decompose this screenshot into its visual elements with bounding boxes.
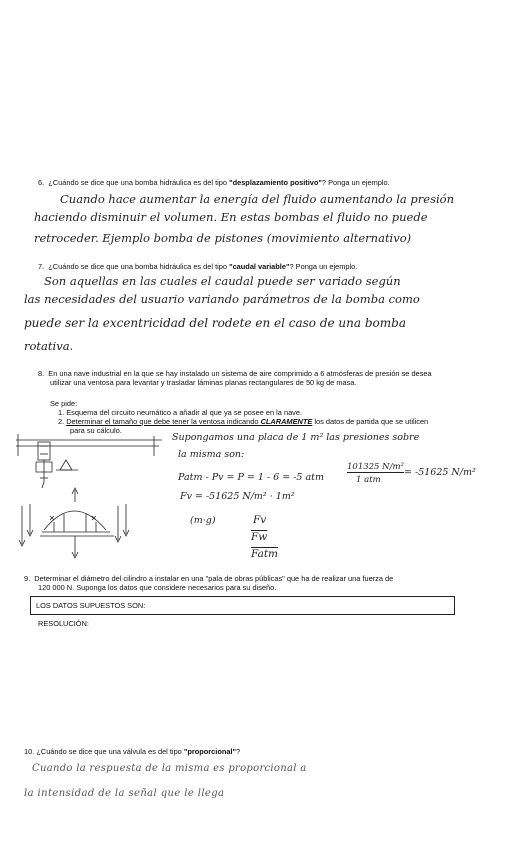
q10-answer-line-1: Cuando la respuesta de la misma es proporcional a	[32, 763, 307, 774]
q8-answer-fv: Fv	[253, 514, 267, 526]
q8-item-1: 1. Esquema del circuito neumático a añadir al que ya se posee en la nave.	[58, 408, 303, 417]
q7-answer-line-4: rotativa.	[24, 339, 74, 353]
q6-answer-line-1: Cuando hace aumentar la energía del fluido aumentando la presión	[60, 192, 455, 206]
q8-item-2: 2. Determinar el tamaño que debe tener la ventosa indicando CLARAMENTE los datos de partida que se utilicen	[58, 417, 429, 426]
question-7: 7. ¿Cuándo se dice que una bomba hidráulica es del tipo "caudal variable"? Ponga un ejemplo.	[38, 262, 358, 271]
q7-answer-line-3: puede ser la excentricidad del rodete en el caso de una bomba	[24, 316, 406, 330]
q6-answer-line-2: haciendo disminuir el volumen. En estas bombas el fluido no puede	[34, 210, 428, 224]
data-assumed-box	[30, 596, 455, 615]
q8-answer-mg: (m·g)	[190, 515, 216, 526]
question-10: 10. ¿Cuándo se dice que una válvula es del tipo "proporcional"?	[24, 747, 241, 756]
q7-answer-line-2: las necesidades del usuario variando parámetros de la bomba como	[24, 292, 420, 306]
q8-answer-fatm: Fatm	[251, 548, 279, 560]
q8-answer-line-3: Patm - Pv = P = 1 - 6 = -5 atm	[178, 472, 324, 483]
q8-item-2-line-2: para su cálculo.	[70, 426, 122, 435]
question-6: 6. ¿Cuándo se dice que una bomba hidráulica es del tipo "desplazamiento positivo"? Ponga un ejemplo.	[38, 178, 390, 187]
q6-answer-line-3: retroceder. Ejemplo bomba de pistones (movimiento alternativo)	[34, 231, 412, 245]
q8-answer-result: = -51625 N/m²	[404, 467, 476, 478]
q8-answer-line-2: la misma son:	[178, 449, 245, 460]
question-8-line-2: utilizar una ventosa para levantar y trasladar láminas planas rectangulares de 50 kg de masa.	[50, 378, 357, 387]
resolucion-label: RESOLUCIÓN:	[38, 619, 89, 628]
q7-answer-line-1: Son aquellas en las cuales el caudal puede ser variado según	[44, 274, 401, 288]
q8-answer-fraction-den: 1 atm	[356, 475, 381, 485]
q8-answer-fraction-num: 101325 N/m²	[347, 462, 404, 472]
vacuum-sketch	[14, 432, 164, 562]
se-pide-label: Se pide:	[50, 399, 78, 408]
q8-answer-line-4: Fv = -51625 N/m² · 1m²	[180, 491, 295, 502]
q8-answer-fw: $\overline{Fw}$	[251, 531, 268, 543]
data-assumed-label: LOS DATOS SUPUESTOS SON:	[36, 601, 146, 610]
q8-answer-line-1: Supongamos una placa de 1 m² las presiones sobre	[172, 432, 420, 443]
question-9-line-2: 120 000 N. Suponga los datos que considere necesarios para su diseño.	[38, 583, 277, 592]
q10-answer-line-2: la intensidad de la señal que le llega	[24, 788, 225, 799]
question-8: 8. En una nave industrial en la que se hay instalado un sistema de aire comprimido a 6 atmósferas de presión se desea	[38, 369, 432, 378]
question-9: 9. Determinar el diámetro del cilindro a instalar en una "pala de obras públicas" que ha de realizar una fuerza de	[24, 574, 394, 583]
